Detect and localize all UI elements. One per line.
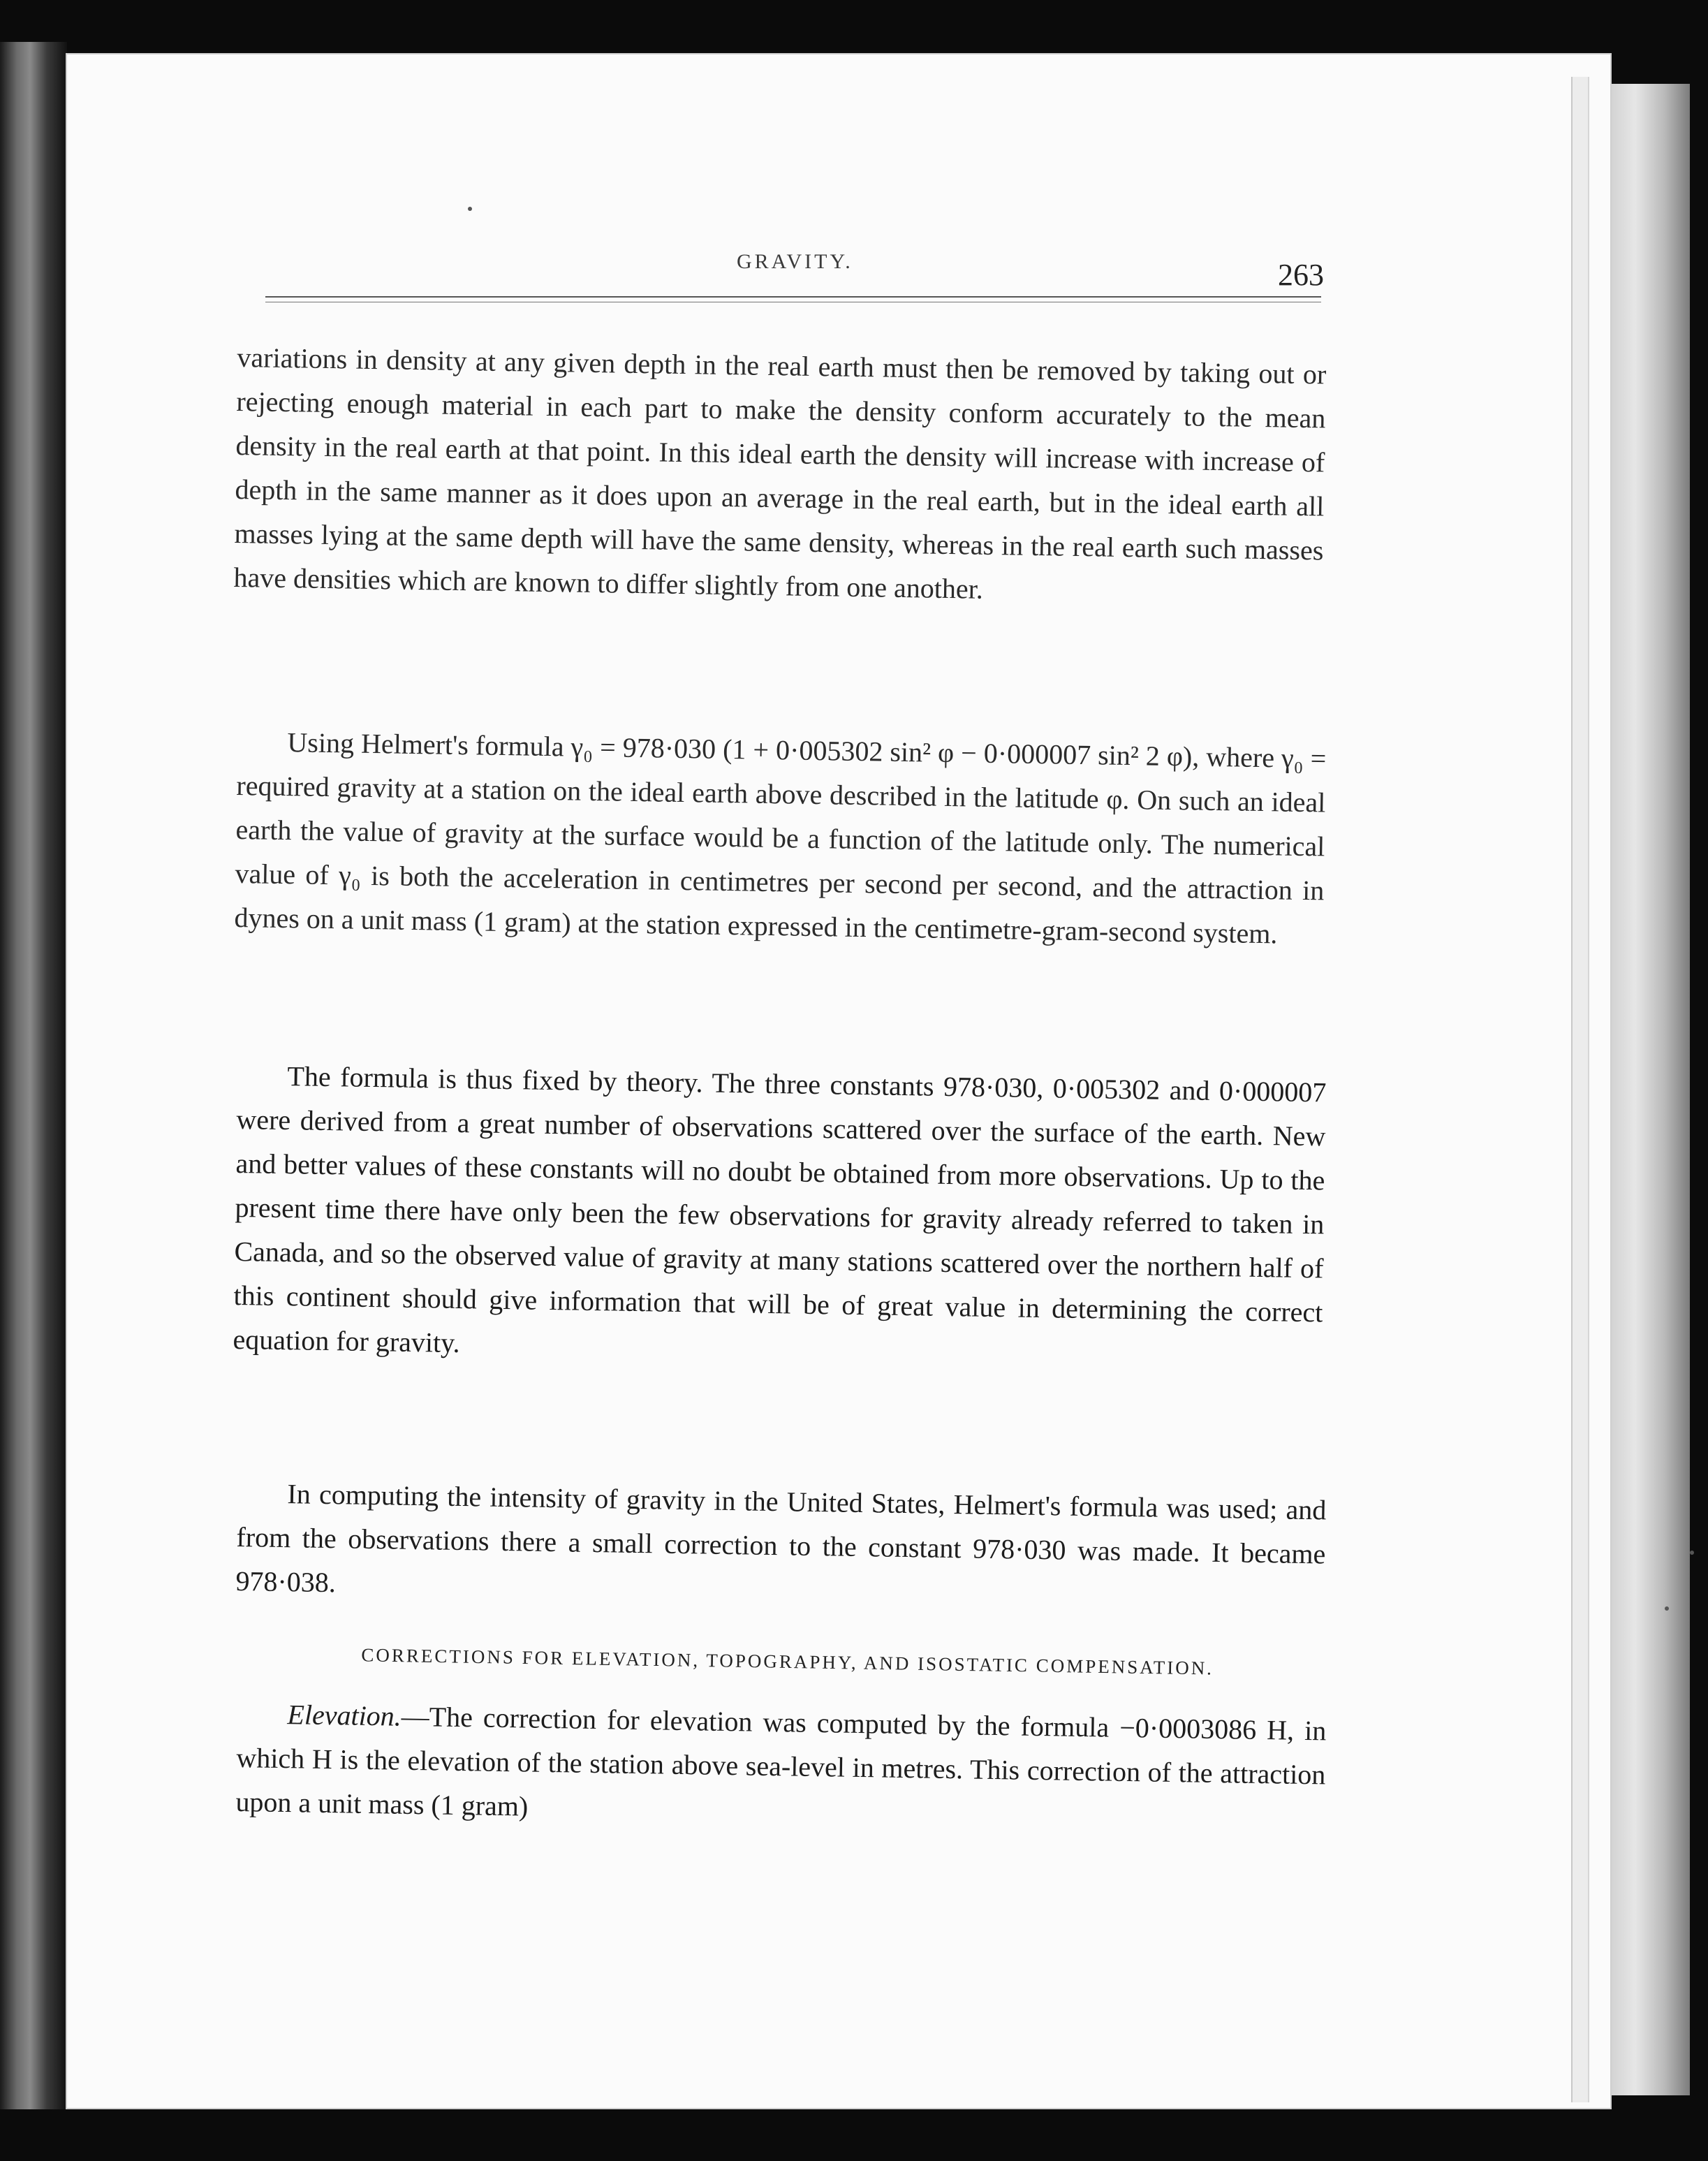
paragraph xyxy=(233,335,1327,616)
paragraph-text xyxy=(235,1692,1327,1840)
paragraph xyxy=(233,1053,1327,1378)
paragraph-text: variations in density at any given depth in the real earth must then be removed by taking out or rejecting enough material in each part to make the density conform accurately to the mean density in the real earth at that point. In this ideal earth the density will increase with increase of depth in the same manner as it does upon an average in the real earth, but in the ideal earth all masses lying at the same depth will have the same density, whereas in the real earth such masses have densities which are known to differ slightly from one another. xyxy=(233,341,1327,605)
paragraph xyxy=(235,1692,1327,1840)
running-head: GRAVITY. xyxy=(737,250,853,273)
paragraph xyxy=(235,1471,1327,1620)
run-in-heading: Elevation. xyxy=(287,1699,402,1732)
facing-page-edge xyxy=(0,42,67,2109)
scan-speck xyxy=(1665,1606,1669,1611)
underlying-page-edge xyxy=(1606,84,1690,2095)
scan-speck xyxy=(1690,1551,1694,1555)
section-heading: CORRECTIONS FOR ELEVATION, TOPOGRAPHY, AND ISOSTATIC COMPENSATION. xyxy=(361,1644,1214,1679)
page-fold-edge xyxy=(1571,77,1589,2102)
page-number: 263 xyxy=(1278,258,1324,292)
paragraph xyxy=(234,719,1327,956)
scan-speck xyxy=(468,207,472,211)
paragraph-text: In computing the intensity of gravity in the United States, Helmert's formula was used; and from the observations there a small correction to the constant 978·030 was made. It became 978·038. xyxy=(235,1478,1327,1599)
paragraph-body: —The correction for elevation was computed by the formula −0·0003086 H, in which H is the elevation of the station above sea-level in metres. This correction of the attraction upon a unit mass (1 gram) xyxy=(235,1700,1327,1822)
paragraph-text: Using Helmert's formula γ₀ = 978·030 (1 + 0·005302 sin² φ − 0·000007 sin² 2 φ), where γ₀ = required gravity at a station on the ideal earth above described in the latitude φ. On such an ideal earth the value of gravity at the surface would be a function of the latitude only. The numerical value of γ₀ is both the acceleration in centimetres per second per second, and the attraction in dynes on a unit mass (1 gram) at the station expressed in the centimetre-gram-second system. xyxy=(234,726,1327,950)
header-rule xyxy=(265,296,1321,298)
paragraph-text: The formula is thus fixed by theory. The three constants 978·030, 0·005302 and 0·000007 were derived from a great number of observations scattered over the surface of the earth. New and better values of these constants will no doubt be obtained from more observations. Up to the present time there have only been the few observations for gravity already referred to taken in Canada, and so the observed value of gravity at many stations scattered over the northern half of this continent should give information that will be of great value in determining the correct equation for gravity. xyxy=(233,1060,1327,1359)
